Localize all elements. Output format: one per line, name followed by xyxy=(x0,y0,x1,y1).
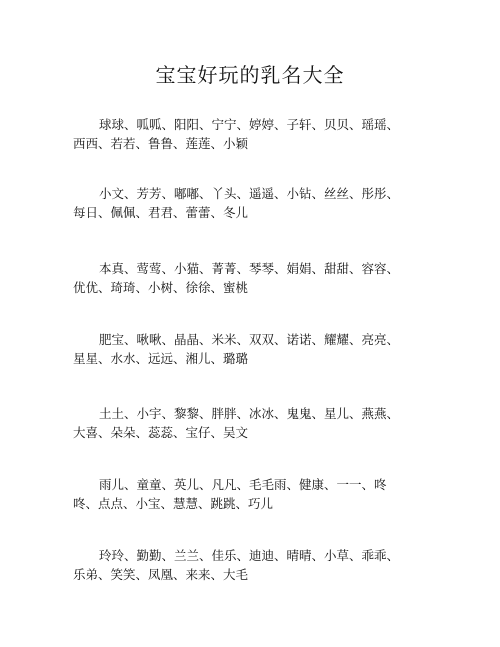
name-list-paragraph-5: 土土、小宇、黎黎、胖胖、冰冰、鬼鬼、星儿、燕燕、大喜、朵朵、蕊蕊、宝仔、吴文 xyxy=(73,406,400,440)
page-title: 宝宝好玩的乳名大全 xyxy=(155,63,345,87)
name-list-paragraph-6: 雨儿、童童、英儿、凡凡、毛毛雨、健康、一一、咚咚、点点、小宝、慧慧、跳跳、巧儿 xyxy=(73,477,387,511)
name-list-paragraph-1: 球球、呱呱、阳阳、宁宁、婷婷、子轩、贝贝、瑶瑶、西西、若若、鲁鲁、莲莲、小颖 xyxy=(73,117,400,151)
name-list-paragraph-4: 肥宝、啾啾、晶晶、米米、双双、诺诺、耀耀、亮亮、星星、水水、远远、湘儿、璐璐 xyxy=(73,332,400,366)
name-list-paragraph-3: 本真、莺莺、小猫、菁菁、琴琴、娟娟、甜甜、容容、优优、琦琦、小树、徐徐、蜜桃 xyxy=(73,261,400,295)
name-list-paragraph-7: 玲玲、勤勤、兰兰、佳乐、迪迪、晴晴、小草、乖乖、乐弟、笑笑、凤凰、来来、大毛 xyxy=(73,548,400,582)
name-list-paragraph-2: 小文、芳芳、嘟嘟、丫头、遥遥、小钻、丝丝、彤彤、每日、佩佩、君君、蕾蕾、冬儿 xyxy=(73,186,400,220)
